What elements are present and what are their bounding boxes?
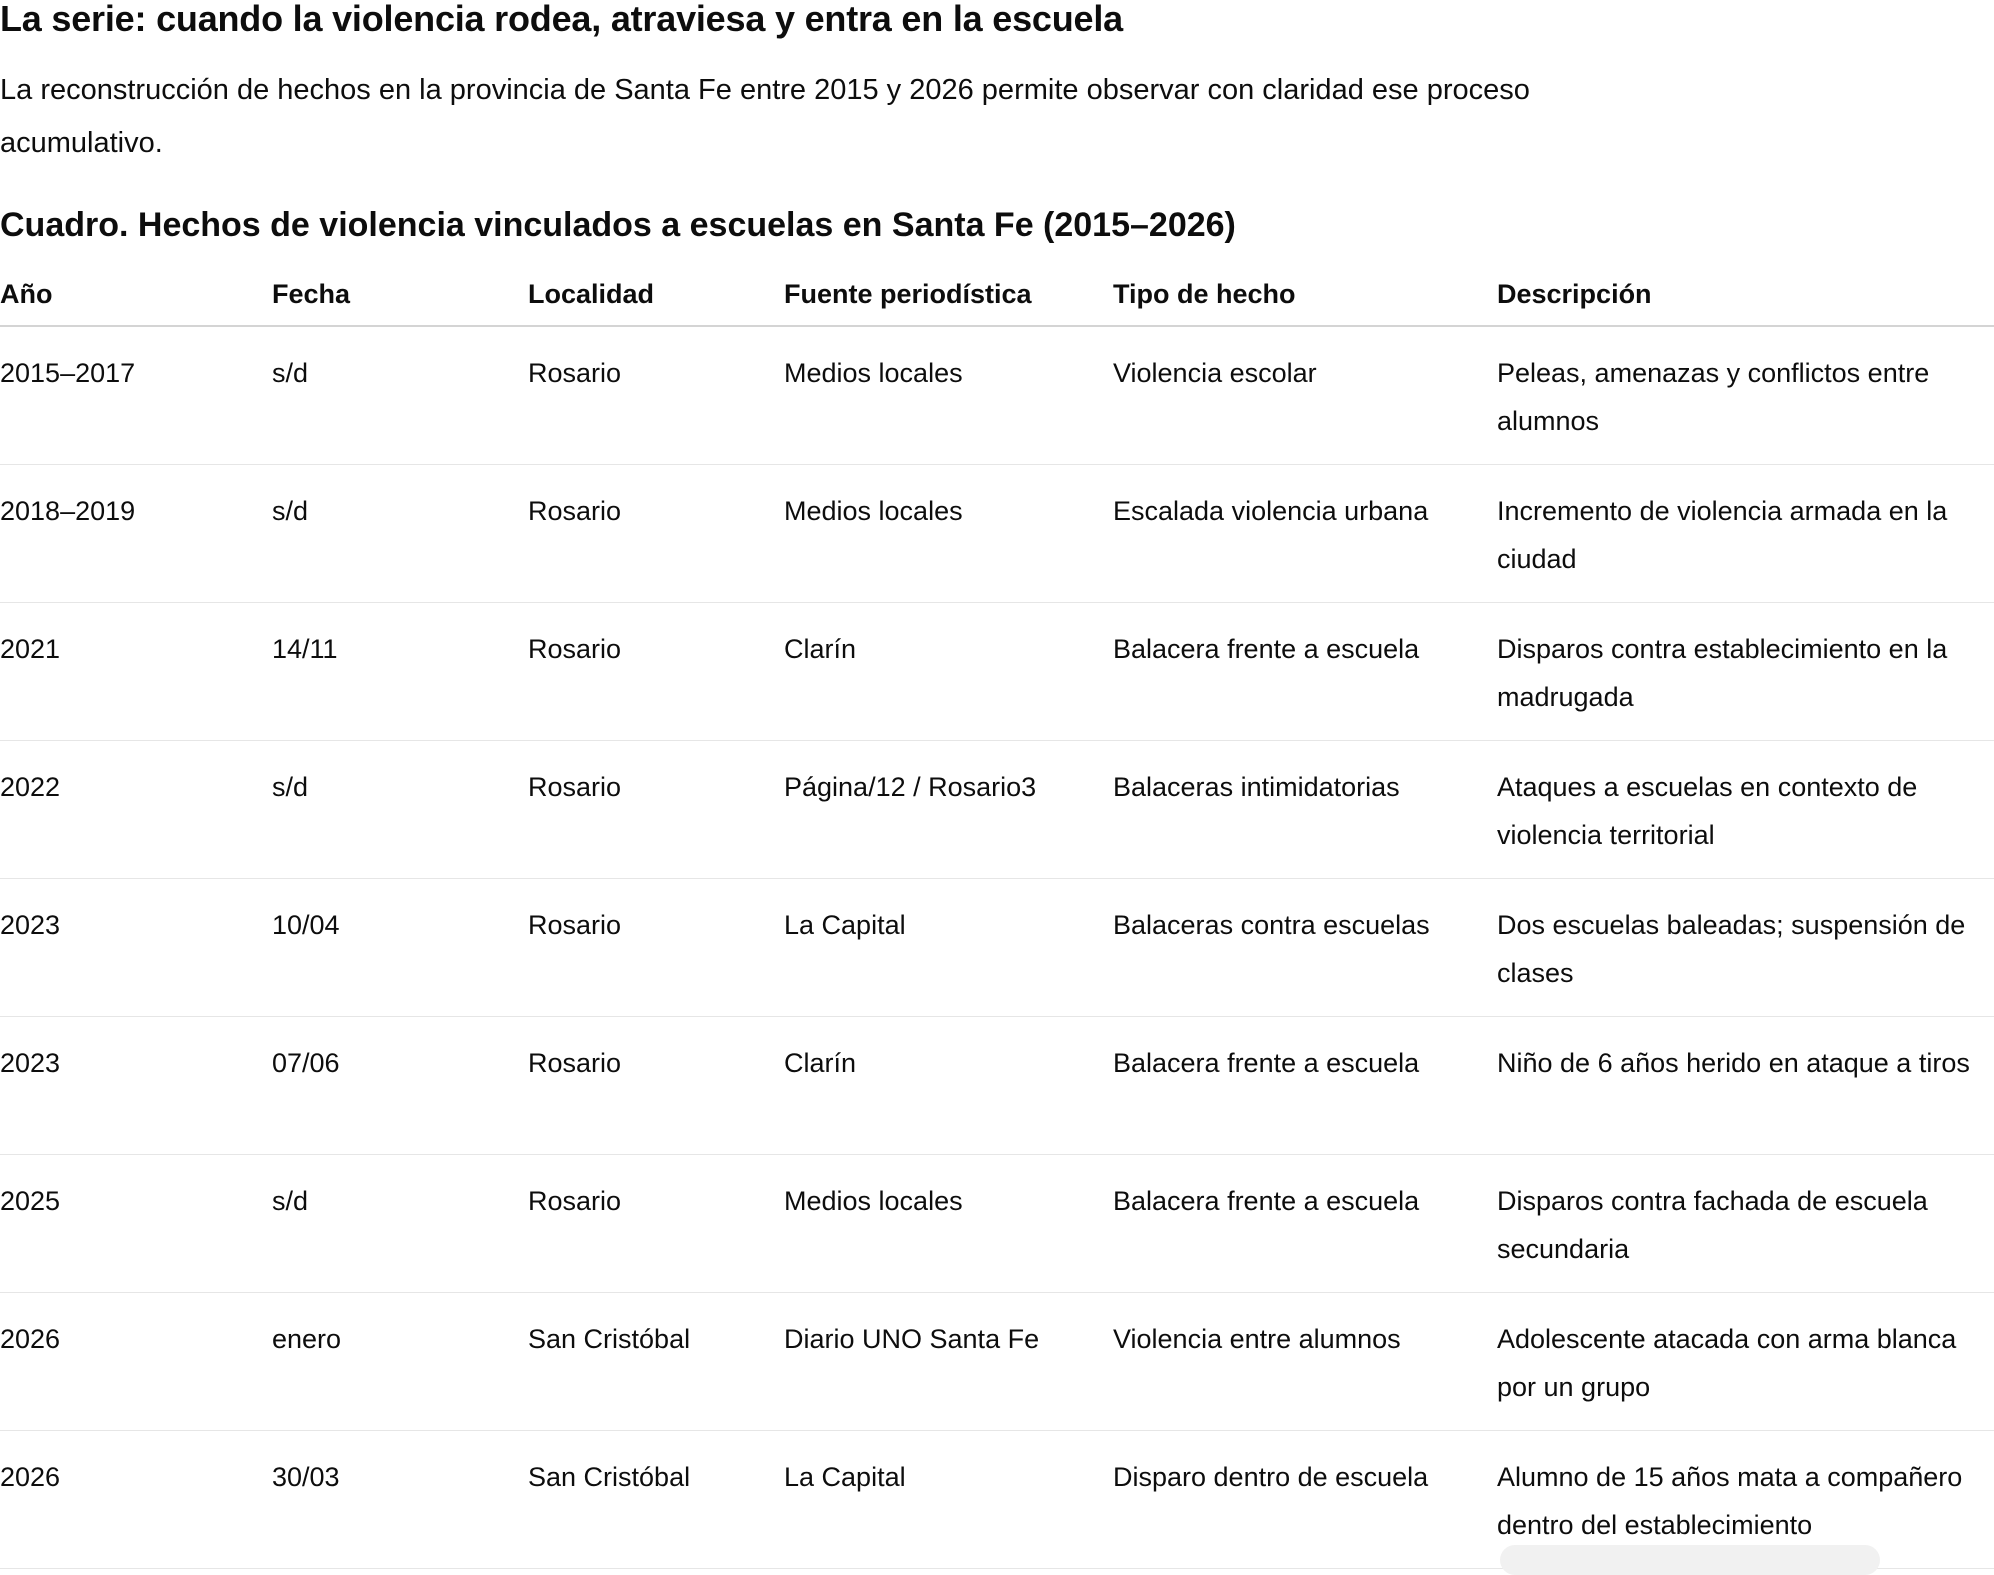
cell-source-text: Medios locales xyxy=(784,495,963,526)
cell-description xyxy=(1497,1154,1994,1292)
cell-year-text: 2018–2019 xyxy=(0,495,136,526)
cell-source xyxy=(784,464,1113,602)
cell-year xyxy=(0,326,272,464)
cell-year xyxy=(0,1016,272,1154)
cell-source-text: Página/12 / Rosario3 xyxy=(784,771,1037,802)
section-title: La serie: cuando la violencia rodea, atraviesa y entra en la escuela xyxy=(0,0,1123,39)
cell-source-text: Clarín xyxy=(784,1047,857,1078)
cell-year-text: 2022 xyxy=(0,771,61,802)
cell-date xyxy=(272,1154,528,1292)
cell-description-text: Adolescente atacada con arma blanca por un grupo xyxy=(1497,1323,1957,1402)
header-type: Tipo de hecho xyxy=(1113,266,1497,326)
cell-description-text: Niño de 6 años herido en ataque a tiros xyxy=(1497,1047,1970,1078)
cell-locality xyxy=(528,1154,784,1292)
cell-date-text: s/d xyxy=(272,1185,309,1216)
cell-locality-text: Rosario xyxy=(528,1185,622,1216)
cell-description-text: Disparos contra establecimiento en la madrugada xyxy=(1497,633,1948,712)
cell-year xyxy=(0,1154,272,1292)
header-source: Fuente periodística xyxy=(784,266,1113,326)
cell-locality-text: Rosario xyxy=(528,358,622,388)
cell-description-text: Alumno de 15 años mata a compañero dentro del establecimiento xyxy=(1497,1461,1963,1540)
cell-type-text: Balacera frente a escuela xyxy=(1113,1185,1420,1216)
cell-locality xyxy=(528,740,784,878)
cell-type-text: Balaceras intimidatorias xyxy=(1113,771,1400,802)
cell-year-text: 2021 xyxy=(0,633,61,664)
cell-description xyxy=(1497,326,1994,464)
cell-locality-text: Rosario xyxy=(528,909,622,940)
cell-description-text: Dos escuelas baleadas; suspensión de clases xyxy=(1497,909,1966,988)
cell-type xyxy=(1113,1430,1497,1568)
cell-source xyxy=(784,326,1113,464)
table-header-row xyxy=(0,266,1994,326)
cell-date xyxy=(272,1016,528,1154)
cell-locality-text: Rosario xyxy=(528,633,622,664)
cell-date xyxy=(272,740,528,878)
table-row xyxy=(0,878,1994,1016)
cell-description xyxy=(1497,602,1994,740)
cell-locality xyxy=(528,326,784,464)
header-description: Descripción xyxy=(1497,266,1994,326)
cell-source-text: Medios locales xyxy=(784,1185,963,1216)
cell-locality xyxy=(528,1016,784,1154)
cell-source xyxy=(784,1154,1113,1292)
cell-year-text: 2023 xyxy=(0,1047,61,1078)
cell-description xyxy=(1497,464,1994,602)
cell-year-text: 2025 xyxy=(0,1185,61,1216)
cell-source-text: Diario UNO Santa Fe xyxy=(784,1323,1040,1354)
cell-locality-text: San Cristóbal xyxy=(528,1461,691,1492)
table-row xyxy=(0,464,1994,602)
cell-locality xyxy=(528,464,784,602)
events-table xyxy=(0,266,1994,1569)
table-row xyxy=(0,602,1994,740)
cell-year xyxy=(0,1430,272,1568)
cell-year xyxy=(0,1292,272,1430)
cell-type xyxy=(1113,1292,1497,1430)
cell-type-text: Balaceras contra escuelas xyxy=(1113,909,1430,940)
cell-year-text: 2026 xyxy=(0,1323,61,1354)
cell-type-text: Violencia escolar xyxy=(1113,358,1317,388)
cell-year xyxy=(0,464,272,602)
cell-date-text: s/d xyxy=(272,495,309,526)
cell-year xyxy=(0,878,272,1016)
cell-locality xyxy=(528,878,784,1016)
cell-source-text: Clarín xyxy=(784,633,857,664)
cell-locality-text: Rosario xyxy=(528,1047,622,1078)
cell-type xyxy=(1113,326,1497,464)
cell-date xyxy=(272,1430,528,1568)
cell-type xyxy=(1113,878,1497,1016)
cell-description xyxy=(1497,740,1994,878)
cell-source xyxy=(784,740,1113,878)
table-row xyxy=(0,1016,1994,1154)
table-title: Cuadro. Hechos de violencia vinculados a escuelas en Santa Fe (2015–2026) xyxy=(0,206,1236,244)
table-row xyxy=(0,740,1994,878)
cell-description-text: Ataques a escuelas en contexto de violencia territorial xyxy=(1497,771,1918,850)
cell-source xyxy=(784,1016,1113,1154)
cell-source-text: Medios locales xyxy=(784,358,963,388)
cell-description-text: Disparos contra fachada de escuela secundaria xyxy=(1497,1185,1928,1264)
cell-locality xyxy=(528,1430,784,1568)
cell-locality-text: Rosario xyxy=(528,495,622,526)
cell-type xyxy=(1113,602,1497,740)
cell-date-text: s/d xyxy=(272,358,309,388)
cell-locality xyxy=(528,602,784,740)
cell-date xyxy=(272,878,528,1016)
cell-date-text: 10/04 xyxy=(272,909,340,940)
cell-description xyxy=(1497,1292,1994,1430)
cell-date-text: s/d xyxy=(272,771,309,802)
cell-type-text: Violencia entre alumnos xyxy=(1113,1323,1401,1354)
cell-type xyxy=(1113,464,1497,602)
cell-date-text: enero xyxy=(272,1323,342,1354)
cell-type xyxy=(1113,740,1497,878)
cell-type-text: Balacera frente a escuela xyxy=(1113,1047,1420,1078)
cell-source xyxy=(784,602,1113,740)
cell-locality xyxy=(528,1292,784,1430)
cell-type-text: Escalada violencia urbana xyxy=(1113,495,1429,526)
cell-description xyxy=(1497,1016,1994,1154)
cell-date-text: 07/06 xyxy=(272,1047,340,1078)
table-row xyxy=(0,1154,1994,1292)
cell-source xyxy=(784,878,1113,1016)
cell-locality-text: Rosario xyxy=(528,771,622,802)
cell-date xyxy=(272,326,528,464)
cell-date xyxy=(272,464,528,602)
cell-source-text: La Capital xyxy=(784,909,906,940)
cell-year-text: 2026 xyxy=(0,1461,61,1492)
table-row xyxy=(0,326,1994,464)
scroll-fade-overlay xyxy=(1500,1545,1880,1575)
cell-date-text: 14/11 xyxy=(272,633,338,664)
cell-source-text: La Capital xyxy=(784,1461,906,1492)
header-year: Año xyxy=(0,266,272,326)
cell-type xyxy=(1113,1016,1497,1154)
cell-year xyxy=(0,740,272,878)
cell-type xyxy=(1113,1154,1497,1292)
cell-description-text: Peleas, amenazas y conflictos entre alumnos xyxy=(1497,358,1930,436)
cell-year xyxy=(0,602,272,740)
cell-date xyxy=(272,1292,528,1430)
cell-date-text: 30/03 xyxy=(272,1461,340,1492)
cell-source xyxy=(784,1292,1113,1430)
cell-type-text: Disparo dentro de escuela xyxy=(1113,1461,1429,1492)
header-date: Fecha xyxy=(272,266,528,326)
cell-year-text: 2023 xyxy=(0,909,61,940)
cell-locality-text: San Cristóbal xyxy=(528,1323,691,1354)
cell-date xyxy=(272,602,528,740)
cell-description-text: Incremento de violencia armada en la ciudad xyxy=(1497,495,1948,574)
cell-type-text: Balacera frente a escuela xyxy=(1113,633,1420,664)
table-row xyxy=(0,1292,1994,1430)
cell-year-text: 2015–2017 xyxy=(0,358,136,388)
intro-paragraph: La reconstrucción de hechos en la provincia de Santa Fe entre 2015 y 2026 permite observar con claridad ese proceso acumulativo. xyxy=(0,74,1530,159)
header-locality: Localidad xyxy=(528,266,784,326)
cell-description xyxy=(1497,878,1994,1016)
cell-source xyxy=(784,1430,1113,1568)
